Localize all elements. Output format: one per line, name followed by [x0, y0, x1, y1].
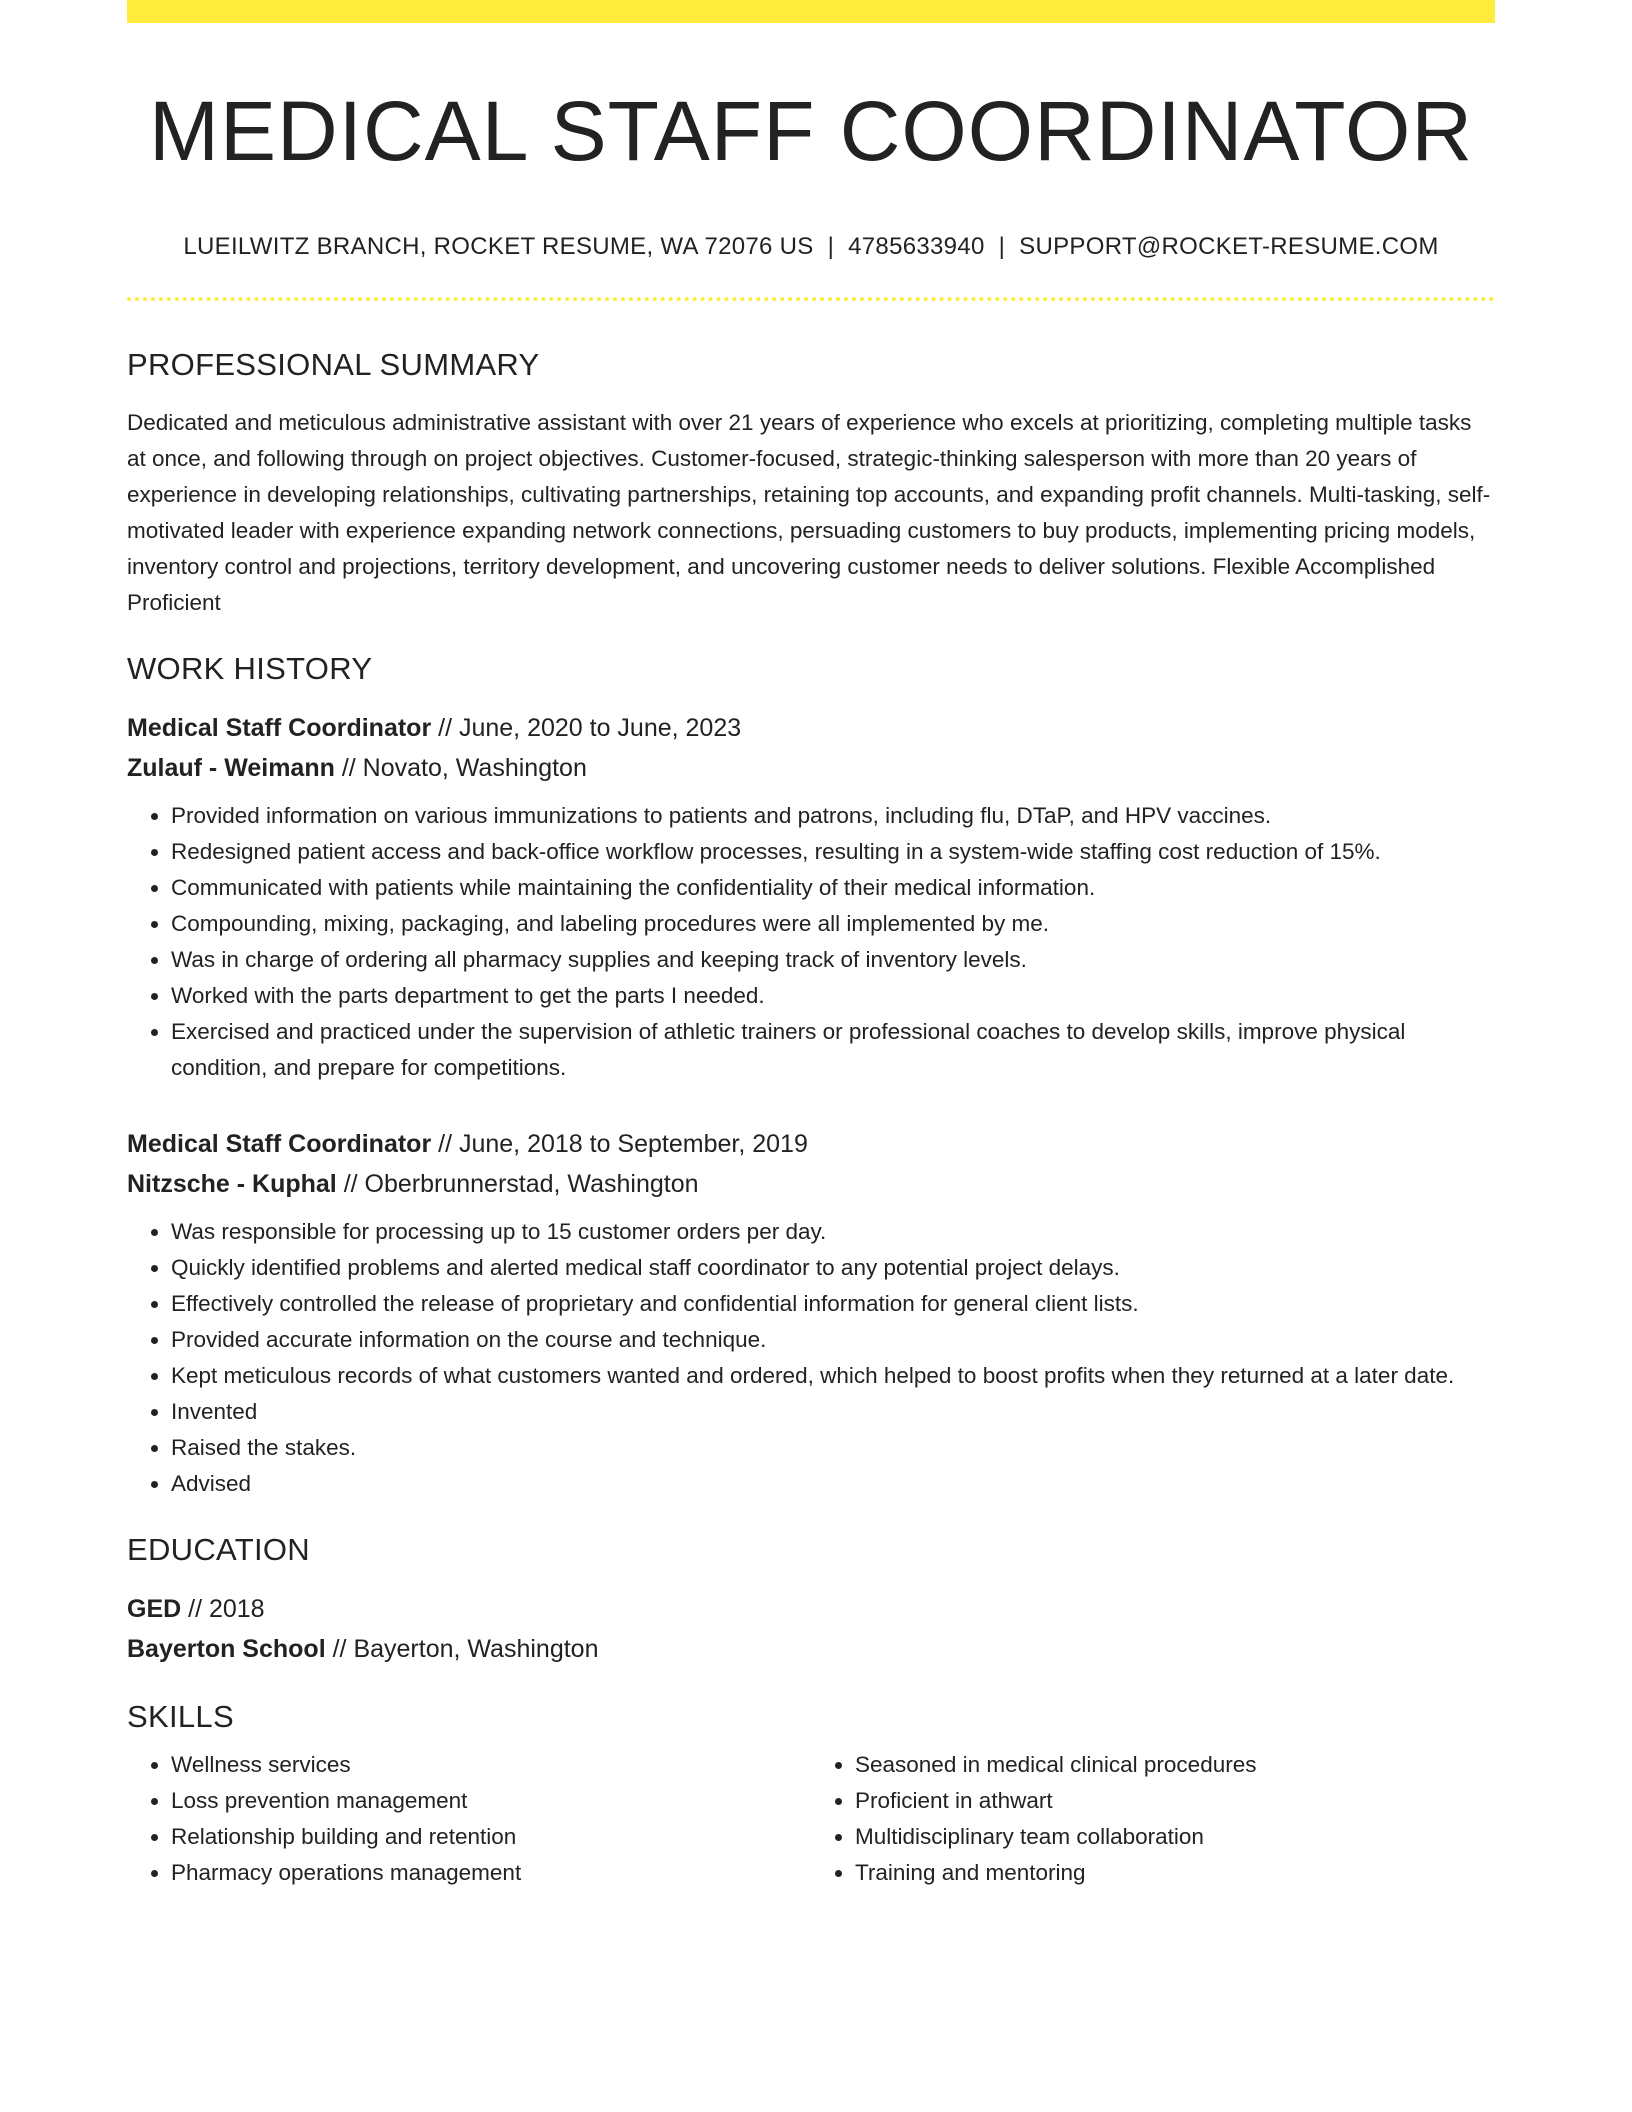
list-item: • Multidisciplinary team collaboration — [855, 1819, 1495, 1855]
education-section — [127, 1530, 1495, 1669]
accent-bar — [127, 0, 1495, 23]
job-location: // Oberbrunnerstad, Washington — [336, 1170, 699, 1198]
list-item: • Wellness services — [171, 1747, 811, 1783]
school-location: // Bayerton, Washington — [325, 1635, 599, 1663]
job-location: // Novato, Washington — [334, 754, 587, 782]
skills-column-left — [127, 1747, 811, 1891]
summary-text: Dedicated and meticulous administrative assistant with over 21 years of experience who excels at prioritizing, completing multiple tasks at once, and following through on project objectives. Customer-focused, strategic-thinking salesperson with more than 20 years of experience in developing relationships, cultivating partnerships, retaining top accounts, and expanding profit channels. Multi-tasking, self-motivated leader with experience expanding network connections, persuading customers to buy products, implementing pricing models, inventory control and projections, territory development, and uncovering customer needs to deliver solutions. Flexible Accomplished Proficient — [127, 410, 1491, 615]
job-company: Nitzsche - Kuphal — [127, 1170, 337, 1198]
list-item: • Redesigned patient access and back-office workflow processes, resulting in a system-wide staffing cost reduction of 15%. — [171, 834, 1495, 870]
job-company-line — [127, 1164, 1495, 1204]
job-dates: // June, 2020 to June, 2023 — [431, 714, 742, 742]
resume-title: MEDICAL STAFF COORDINATOR — [149, 84, 1473, 178]
degree: GED — [127, 1595, 182, 1623]
summary-section — [127, 345, 1495, 621]
job-bullets — [127, 798, 1495, 1086]
dotted-divider — [127, 297, 1495, 301]
list-item: • Kept meticulous records of what customers wanted and ordered, which helped to boost profits when they returned at a later date. — [171, 1358, 1495, 1394]
job-company: Zulauf - Weimann — [127, 754, 335, 782]
list-item: • Proficient in athwart — [855, 1783, 1495, 1819]
job-title-line — [127, 1124, 1495, 1164]
school-line — [127, 1629, 1495, 1669]
degree-line — [127, 1589, 1495, 1629]
list-item: • Seasoned in medical clinical procedures — [855, 1747, 1495, 1783]
list-item: • Worked with the parts department to get the parts I needed. — [171, 978, 1495, 1014]
resume-page — [127, 0, 1495, 1891]
contact-phone: 4785633940 — [848, 233, 985, 260]
work-history-heading: WORK HISTORY — [127, 651, 373, 686]
school-name: Bayerton School — [127, 1635, 326, 1663]
education-entry — [127, 1589, 1495, 1669]
list-item: • Effectively controlled the release of proprietary and confidential information for general client lists. — [171, 1286, 1495, 1322]
job-bullets — [127, 1214, 1495, 1502]
list-item: • Exercised and practiced under the supervision of athletic trainers or professional coaches to develop skills, improve physical condition, and prepare for competitions. — [171, 1014, 1495, 1086]
skills-column-right — [811, 1747, 1495, 1891]
list-item: • Advised — [171, 1466, 1495, 1502]
list-item: • Invented — [171, 1394, 1495, 1430]
summary-heading: PROFESSIONAL SUMMARY — [127, 347, 540, 382]
job-company-line — [127, 748, 1495, 788]
list-item: • Raised the stakes. — [171, 1430, 1495, 1466]
skills-heading: SKILLS — [127, 1699, 234, 1734]
list-item: • Relationship building and retention — [171, 1819, 811, 1855]
skills-section — [127, 1697, 1495, 1891]
work-history-section — [127, 649, 1495, 1502]
list-item: • Loss prevention management — [171, 1783, 811, 1819]
list-item: • Quickly identified problems and alerted medical staff coordinator to any potential project delays. — [171, 1250, 1495, 1286]
job-title: Medical Staff Coordinator — [127, 1130, 432, 1158]
contact-address: LUEILWITZ BRANCH, ROCKET RESUME, WA 72076 US — [183, 233, 814, 260]
list-item: • Pharmacy operations management — [171, 1855, 811, 1891]
job-title: Medical Staff Coordinator — [127, 714, 432, 742]
contact-line — [127, 231, 1495, 263]
job-title-line — [127, 708, 1495, 748]
contact-separator: | — [827, 233, 835, 260]
list-item: • Was in charge of ordering all pharmacy supplies and keeping track of inventory levels. — [171, 942, 1495, 978]
job-entry — [127, 708, 1495, 1086]
list-item: • Training and mentoring — [855, 1855, 1495, 1891]
skills-grid — [127, 1747, 1495, 1891]
list-item: • Compounding, mixing, packaging, and labeling procedures were all implemented by me. — [171, 906, 1495, 942]
degree-year: // 2018 — [181, 1595, 265, 1623]
job-entry — [127, 1124, 1495, 1502]
list-item: • Communicated with patients while maintaining the confidentiality of their medical information. — [171, 870, 1495, 906]
contact-separator: | — [998, 233, 1006, 260]
list-item: • Was responsible for processing up to 15 customer orders per day. — [171, 1214, 1495, 1250]
contact-email: SUPPORT@ROCKET-RESUME.COM — [1019, 233, 1439, 260]
list-item: • Provided information on various immunizations to patients and patrons, including flu, DTaP, and HPV vaccines. — [171, 798, 1495, 834]
list-item: • Provided accurate information on the course and technique. — [171, 1322, 1495, 1358]
job-dates: // June, 2018 to September, 2019 — [431, 1130, 808, 1158]
education-heading: EDUCATION — [127, 1532, 310, 1567]
